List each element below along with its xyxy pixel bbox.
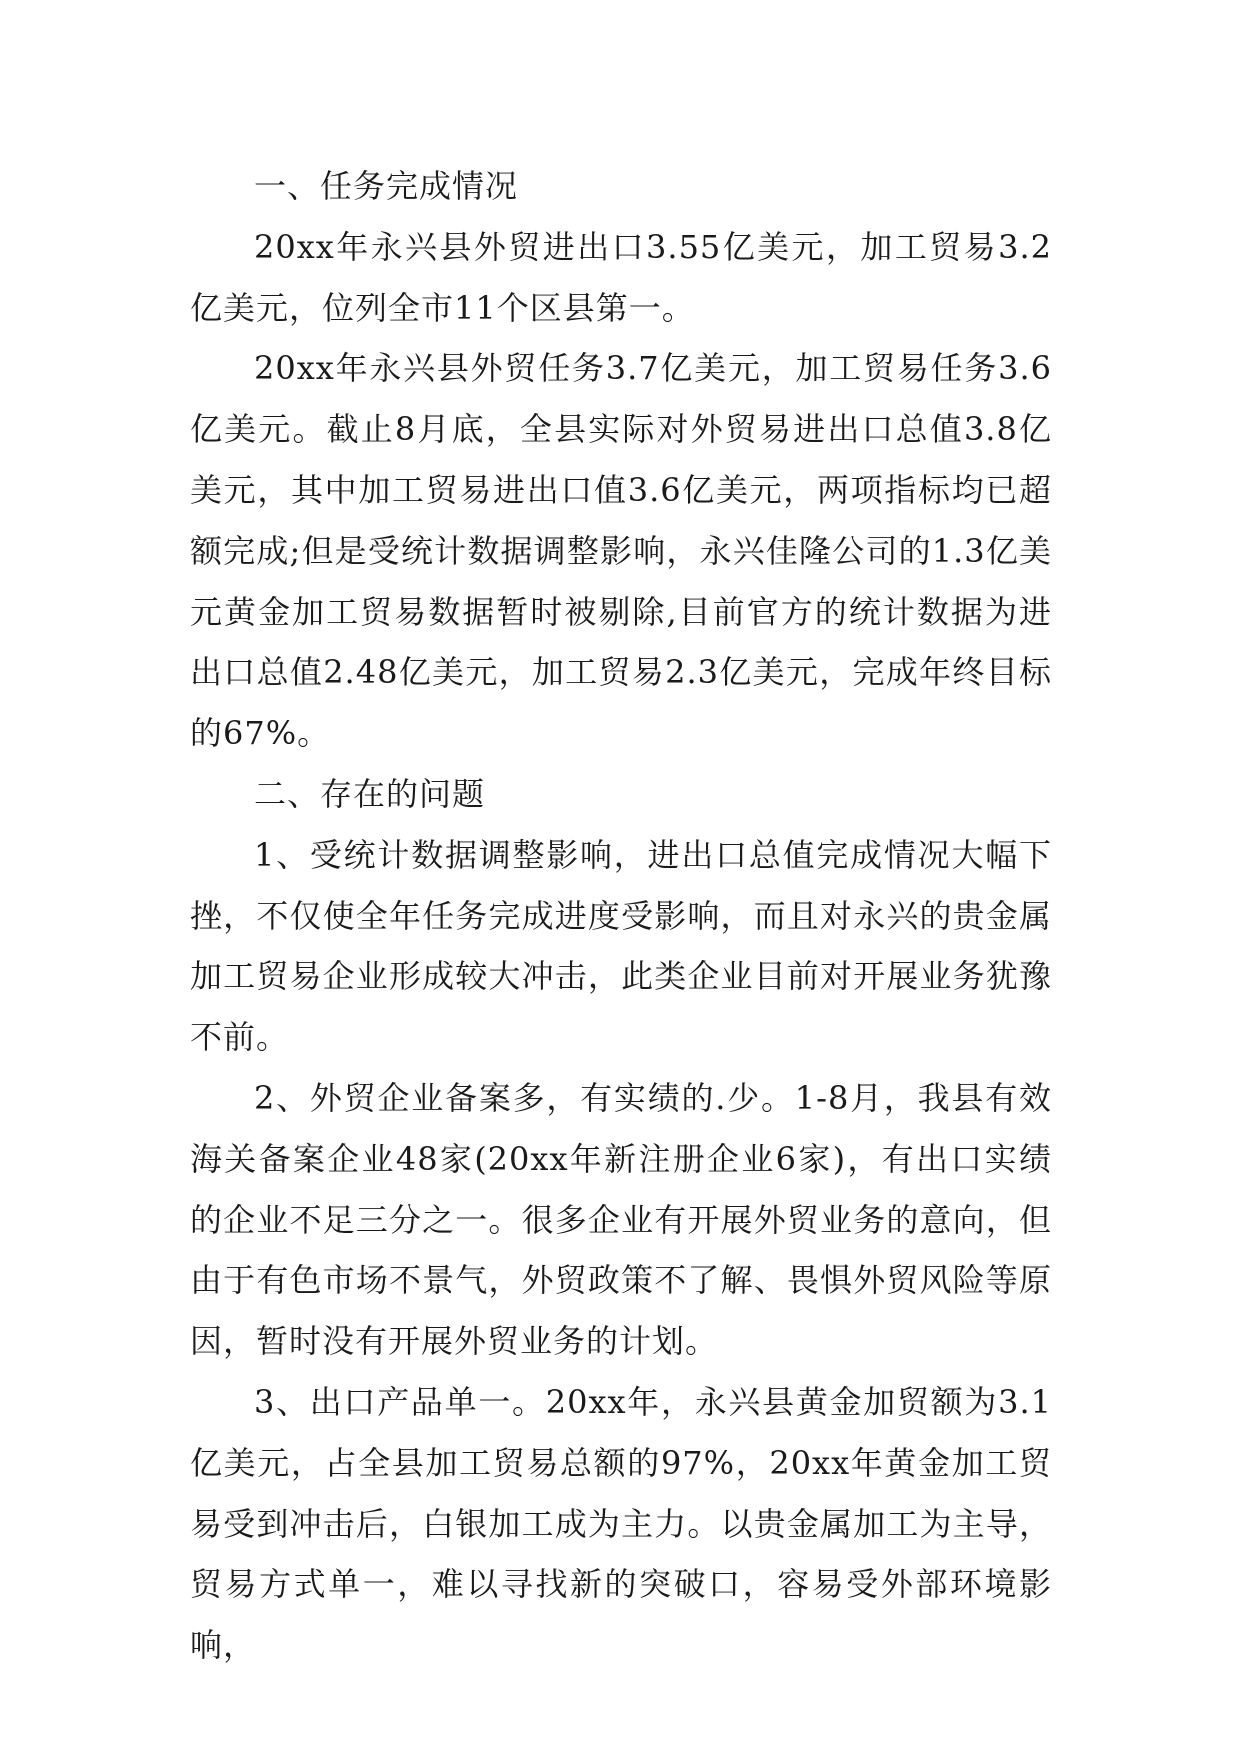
paragraph-current-year-task: 20xx年永兴县外贸任务3.7亿美元，加工贸易任务3.6亿美元。截止8月底，全县实际对外贸易进出口总值3.8亿美元，其中加工贸易进出口值3.6亿美元，两项指标均已超额完成;但是受统计数据调整影响，永兴佳隆公司的1.3亿美元黄金加工贸易数据暂时被剔除,目前官方的统计数据为进出口总值2.48亿美元，加工贸易2.3亿美元，完成年终目标的67%。: [190, 349, 1052, 753]
document-body: [190, 156, 1052, 1676]
section-heading-task-completion: 一、任务完成情况: [254, 167, 519, 205]
problem-item-2: 2、外贸企业备案多，有实绩的.少。1-8月，我县有效海关备案企业48家(20xx年新注册企业6家)，有出口实绩的企业不足三分之一。很多企业有开展外贸业务的意向，但由于有色市场不景气，外贸政策不了解、畏惧外贸风险等原因，暂时没有开展外贸业务的计划。: [190, 1078, 1052, 1361]
problem-item-3: 3、出口产品单一。20xx年，永兴县黄金加贸额为3.1亿美元，占全县加工贸易总额的97%，20xx年黄金加工贸易受到冲击后，白银加工成为主力。以贵金属加工为主导，贸易方式单一，难以寻找新的突破口，容易受外部环境影响，: [190, 1382, 1052, 1665]
paragraph-last-year-trade: 20xx年永兴县外贸进出口3.55亿美元，加工贸易3.2亿美元，位列全市11个区县第一。: [190, 227, 1052, 327]
problem-item-1: 1、受统计数据调整影响，进出口总值完成情况大幅下挫，不仅使全年任务完成进度受影响，而且对永兴的贵金属加工贸易企业形成较大冲击，此类企业目前对开展业务犹豫不前。: [190, 835, 1052, 1057]
section-heading-problems: 二、存在的问题: [254, 774, 486, 813]
